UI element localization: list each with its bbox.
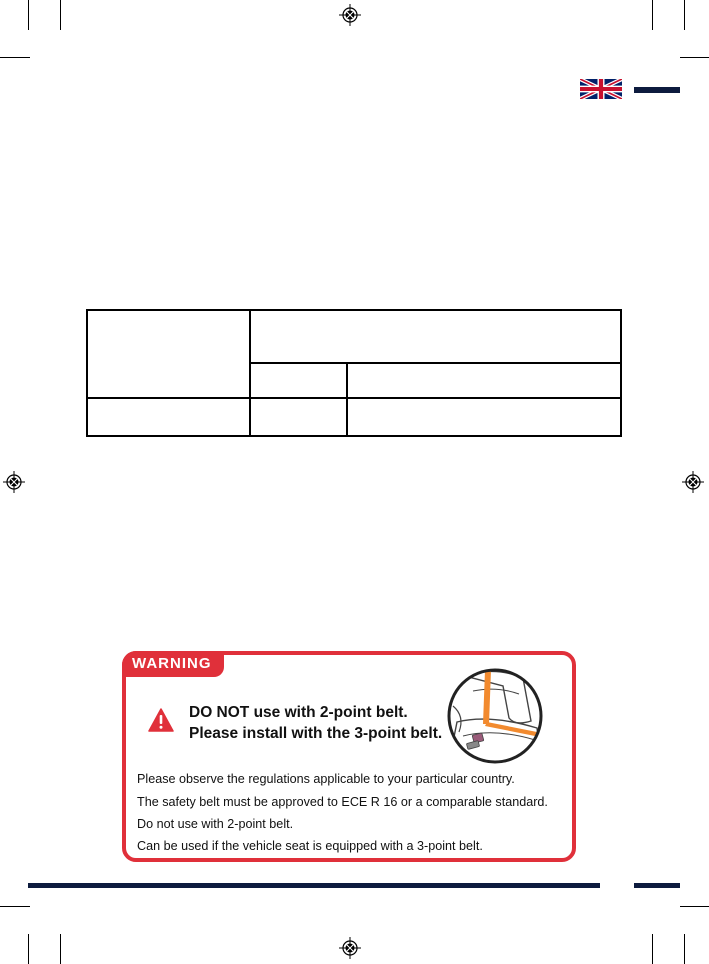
- uk-flag-icon: [580, 79, 622, 99]
- table-border: [346, 362, 348, 437]
- registration-mark-icon: [682, 471, 704, 493]
- warning-text-line: Can be used if the vehicle seat is equipped with a 3-point belt.: [137, 839, 483, 853]
- warning-tab: WARNING: [122, 651, 224, 677]
- crop-mark: [680, 57, 709, 58]
- registration-mark-icon: [339, 937, 361, 959]
- table-border: [249, 362, 622, 364]
- crop-mark: [28, 934, 29, 964]
- table-border: [86, 397, 622, 399]
- footer-accent-bar: [28, 883, 600, 888]
- table-border: [86, 309, 622, 311]
- crop-mark: [652, 0, 653, 30]
- warning-heading-1: DO NOT use with 2-point belt.: [189, 704, 408, 721]
- crop-mark: [652, 934, 653, 964]
- warning-text-line: Do not use with 2-point belt.: [137, 817, 294, 831]
- table-border: [86, 435, 622, 437]
- crop-mark: [684, 934, 685, 964]
- crop-mark: [0, 906, 30, 907]
- table-border: [249, 309, 251, 437]
- warning-text-line: The safety belt must be approved to ECE R 16 or a comparable standard.: [137, 795, 548, 809]
- crop-mark: [28, 0, 29, 30]
- crop-mark: [680, 906, 709, 907]
- crop-mark: [0, 57, 30, 58]
- empty-table: [86, 309, 622, 437]
- crop-mark: [684, 0, 685, 30]
- warning-text-line: Please observe the regulations applicable to your particular country.: [137, 772, 515, 786]
- crop-mark: [60, 0, 61, 30]
- header-accent-bar: [634, 87, 680, 93]
- crop-mark: [60, 934, 61, 964]
- seat-belt-illustration: [445, 666, 545, 766]
- warning-triangle-icon: [148, 708, 174, 732]
- table-border: [86, 309, 88, 437]
- registration-mark-icon: [3, 471, 25, 493]
- footer-accent-bar-short: [634, 883, 680, 888]
- warning-heading-2: Please install with the 3-point belt.: [189, 725, 443, 742]
- registration-mark-icon: [339, 4, 361, 26]
- table-border: [620, 309, 622, 437]
